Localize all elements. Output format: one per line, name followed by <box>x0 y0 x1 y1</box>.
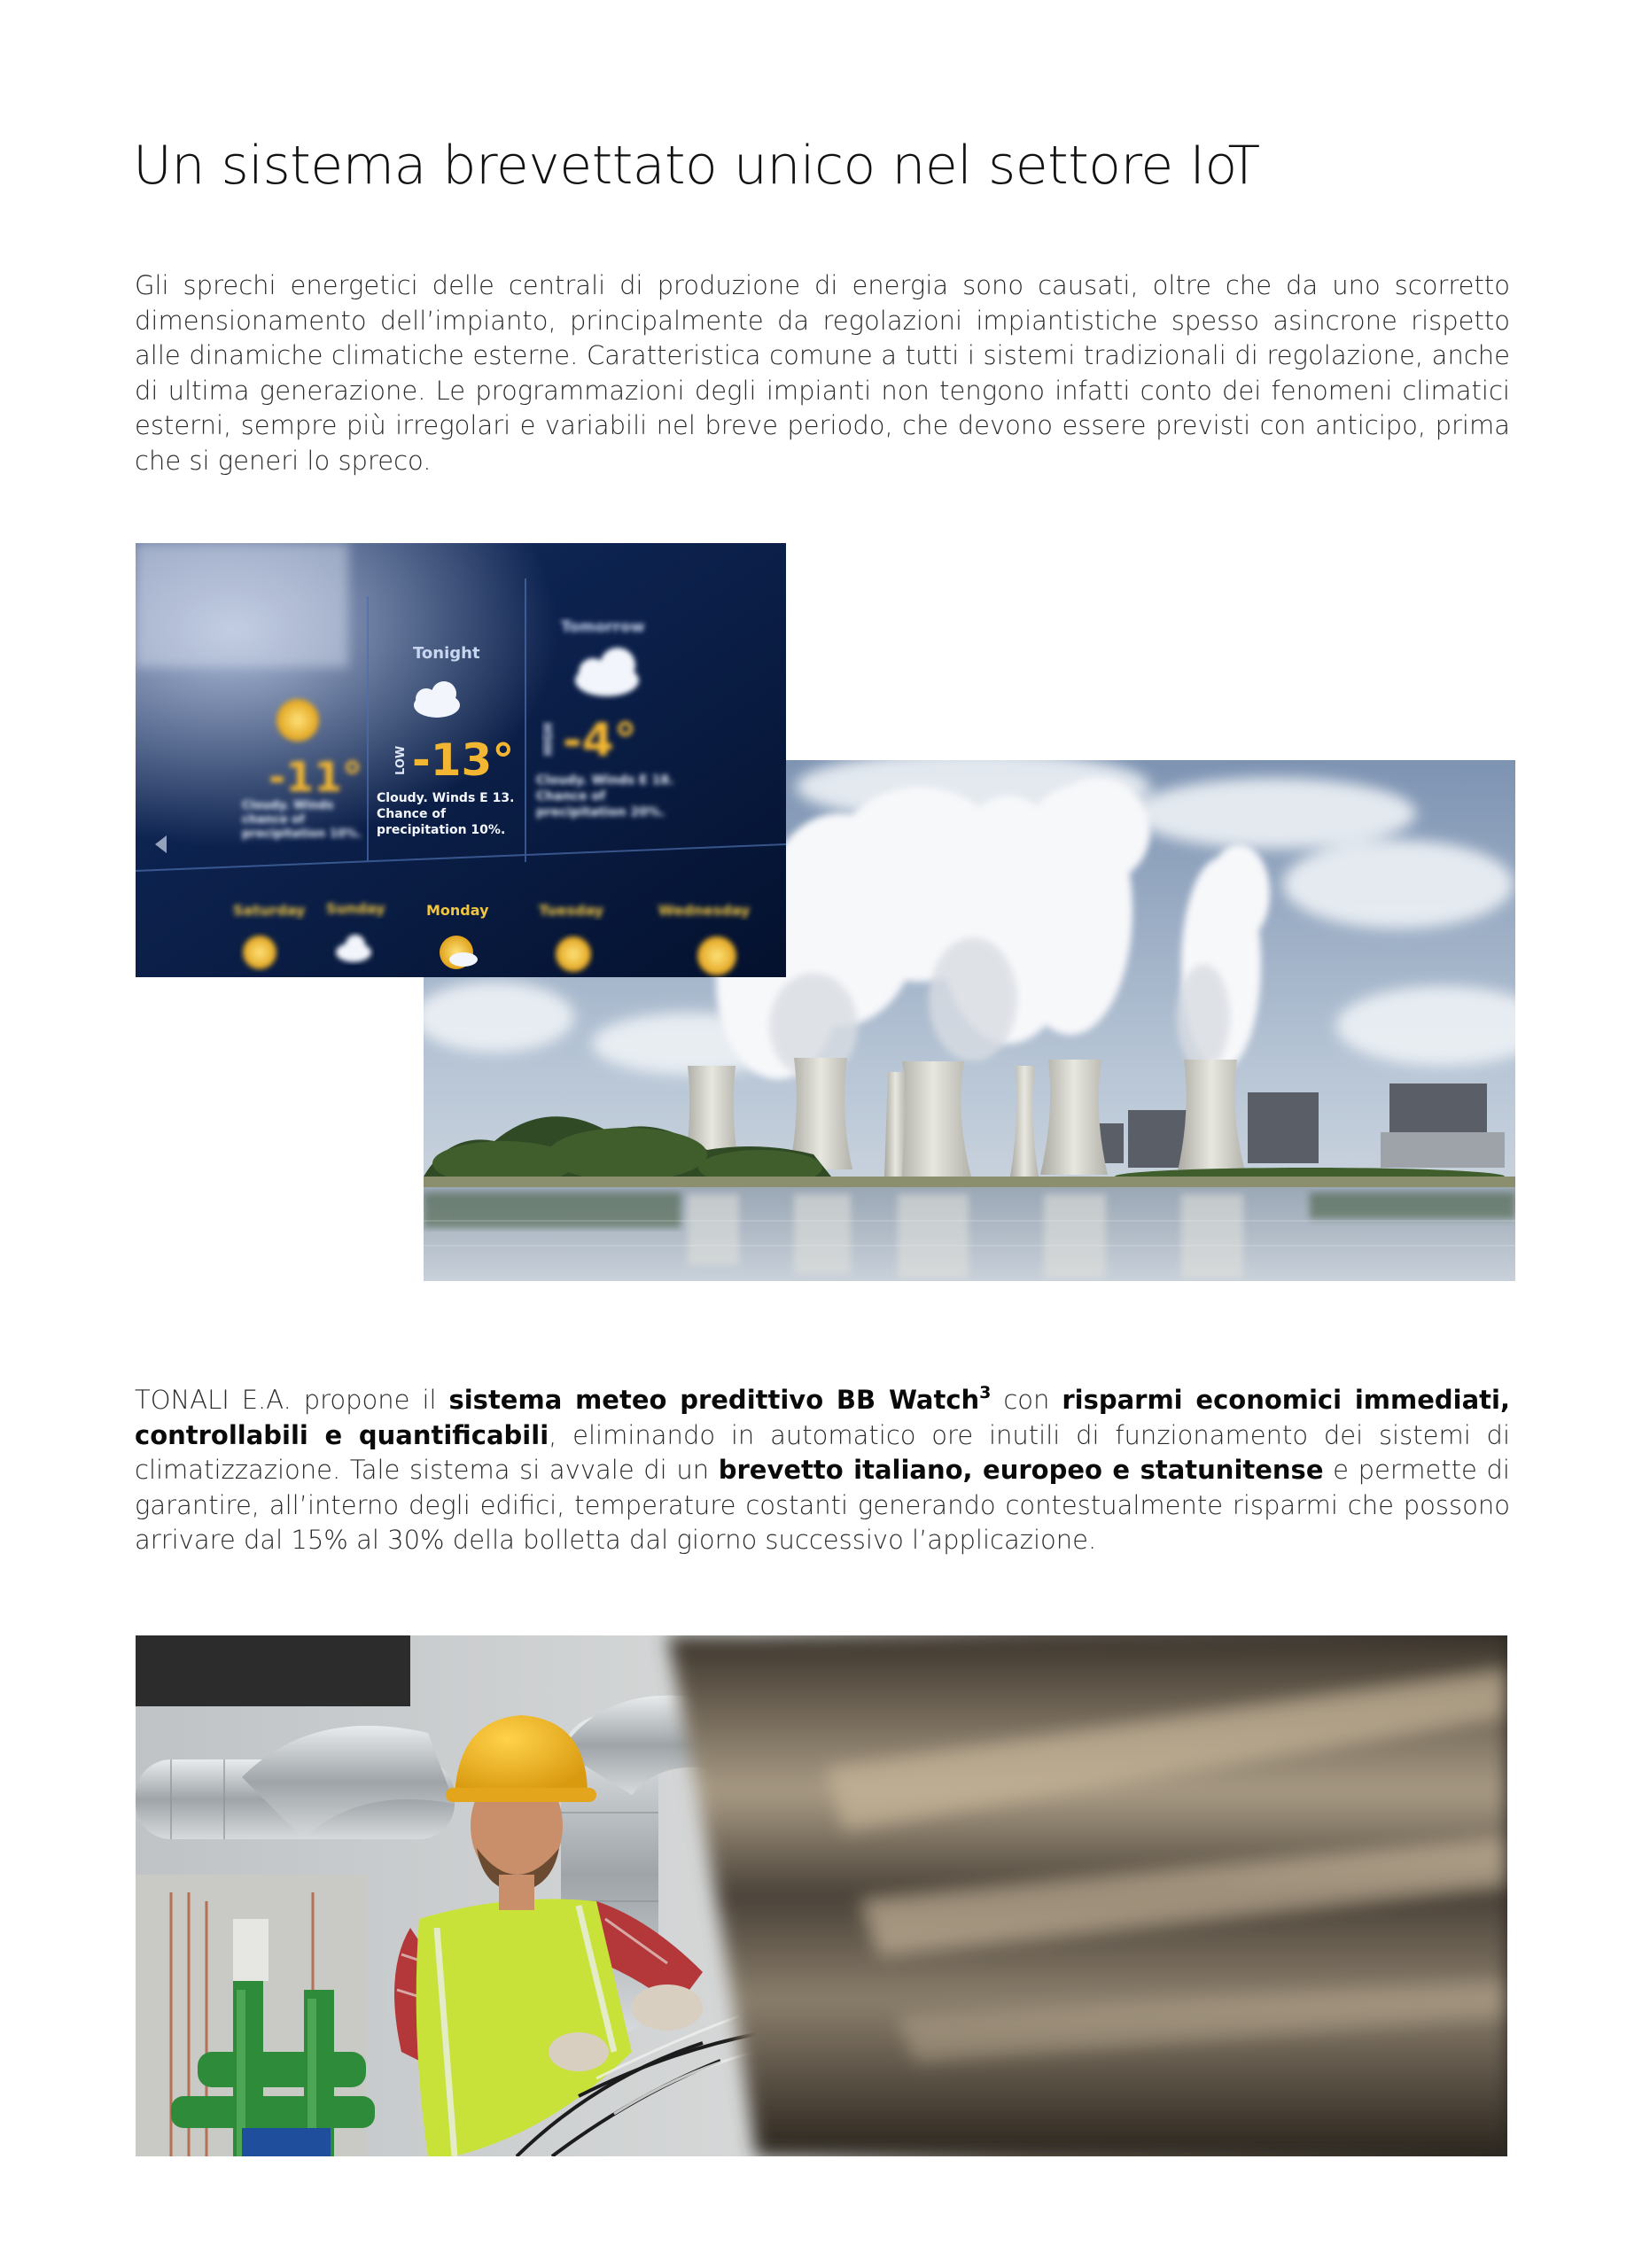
intro-paragraph: Gli sprechi energetici delle centrali di produzione di energia sono causati, oltre che da uno scorretto dimensionamento dell’impianto, principalmente da regolazioni impiantistiche spesso asincrone rispetto alle dinamiche climatiche esterne. Caratteristica comune a tutti i sistemi tradizionali di regolazione, anche di ultima generazione. Le programmazioni degli impianti non tengono infatti conto dei fenomeni climatici esterni, sempre più irregolari e variabili nel breve periodo, che devono essere previsti con anticipo, prima che si generi lo spreco. <box>135 270 1510 476</box>
temp-tomorrow: -4° <box>563 714 637 767</box>
desc-left-3: precipitation 10%. <box>242 827 362 841</box>
page-title: Un sistema brevettato unico nel settore IoT <box>133 135 1260 197</box>
proposal-text-1: TONALI E.A. propone il <box>135 1385 449 1415</box>
day-label-2: Monday <box>426 902 489 919</box>
hvac-technician-photo <box>136 1635 1507 2156</box>
proposal-highlight-product: sistema meteo predittivo BB Watch <box>448 1385 980 1415</box>
day-label-0: Saturday <box>233 902 306 919</box>
weather-forecast-photo <box>136 543 786 977</box>
desc-tomorrow-3: precipitation 20%. <box>536 805 665 819</box>
desc-tomorrow-2: Chance of <box>536 789 606 804</box>
desc-left-1: Cloudy. Winds <box>242 799 334 812</box>
high-label: HIGH <box>542 722 556 756</box>
proposal-text-3: , eliminando in automatico ore inutili di funzionamento dei sistemi di climatizzazione. Tale sistema si avvale di un <box>135 1419 1510 1485</box>
proposal-highlight-patent: brevetto italiano, europeo e statunitense <box>718 1455 1324 1485</box>
day-label-4: Wednesday <box>658 902 751 919</box>
low-label: LOW <box>394 745 408 775</box>
temp-left: -11° <box>269 753 363 801</box>
proposal-superscript: 3 <box>979 1383 992 1402</box>
proposal-text-2: con <box>991 1385 1062 1415</box>
desc-left-2: chance of <box>242 813 305 827</box>
desc-tonight-3: precipitation 10%. <box>377 823 506 837</box>
day-label-1: Sunday <box>326 900 385 917</box>
tomorrow-label: Tomorrow <box>561 618 645 636</box>
day-label-3: Tuesday <box>539 902 604 919</box>
temp-tonight: -13° <box>412 734 515 786</box>
tonight-label: Tonight <box>413 644 480 663</box>
proposal-paragraph <box>135 1383 1510 1558</box>
desc-tomorrow-1: Cloudy. Winds E 18. <box>536 773 674 788</box>
proposal-text-4: e permette di garantire, all’interno degli edifici, temperature costanti generando contestualmente risparmi che possono arrivare dal 15% al 30% della bolletta dal giorno successivo l’applicazione. <box>135 1455 1510 1555</box>
proposal-highlight-savings: risparmi economici immediati, controllabili e quantificabili <box>135 1385 1510 1450</box>
desc-tonight-2: Chance of <box>377 807 447 821</box>
sun-icon <box>276 699 319 742</box>
desc-tonight-1: Cloudy. Winds E 13. <box>377 791 515 805</box>
